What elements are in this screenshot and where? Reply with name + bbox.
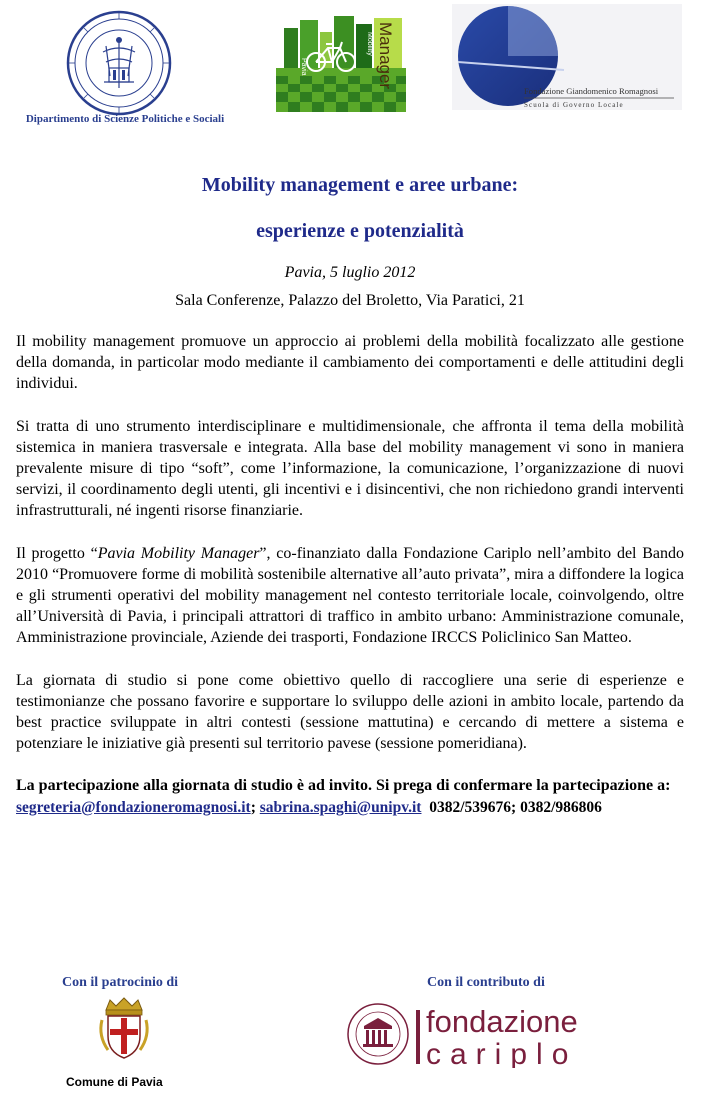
patronage-label: Con il patrocinio di	[62, 975, 179, 990]
paragraph-project: Il progetto “Pavia Mobility Manager”, co-finanziato dalla Fondazione Cariplo nell’ambito del Bando 2010 “Promuovere forme di mobilità sostenibile alternative all’auto privata”, mira a diffondere la logica e gli strumenti operativi del mobility management nel contesto territoriale locale, coinvolgendo, oltre all’Università di Pavia, i principali attrattori di traffico in ambito urbano: Amministrazione comunale, Amministrazione provinciale, Aziende dei trasporti, Fondazione IRCCS Policlinico San Matteo.	[16, 544, 685, 647]
email-link-spaghi[interactable]: sabrina.spaghi@unipv.it	[259, 798, 422, 816]
department-label: Dipartimento di Scienze Politiche e Sociali	[25, 113, 225, 125]
email-link-segreteria[interactable]: segreteria@fondazioneromagnosi.it	[16, 798, 251, 816]
svg-text:Manager: Manager	[376, 22, 395, 90]
paragraph-intro: Il mobility management promuove un approccio ai problemi della mobilità focalizzato alle gestione della domanda, in particolar modo mediante il cambiamento dei comportamenti e delle attitudini degli individui.	[16, 333, 684, 393]
event-venue: Sala Conferenze, Palazzo del Broletto, Via Paratici, 21	[175, 292, 525, 309]
svg-text:Fondazione Giandomenico Romagn: Fondazione Giandomenico Romagnosi	[524, 86, 659, 96]
fondazione-cariplo-logo	[346, 1000, 626, 1068]
pavia-mobility-manager-logo	[276, 14, 406, 112]
paragraph-objective: La giornata di studio si pone come obiettivo quello di raccogliere una serie di esperienze e testimonianze che possano favorire e supportare lo sviluppo delle azioni in ambito locale, partendo da best practice sviluppate in altri contesti (sessione mattutina) e cercando di mettere a sistema e potenziare le iniziative già presenti sul territorio pavese (sessione pomeridiana).	[16, 671, 684, 753]
event-subtitle: esperienze e potenzialità	[256, 220, 464, 242]
university-seal-logo	[66, 10, 172, 116]
comune-pavia-crest-icon	[96, 996, 152, 1060]
svg-text:cariplo: cariplo	[426, 1038, 578, 1068]
invitation-note: La partecipazione alla giornata di studio è ad invito. Si prega di confermare la partecipazione a:	[16, 777, 671, 795]
phone-numbers: 0382/539676; 0382/986806	[429, 798, 602, 816]
project-name: Pavia Mobility Manager	[97, 544, 260, 562]
comune-pavia-label: Comune di Pavia	[66, 1075, 163, 1089]
svg-text:fondazione: fondazione	[426, 1004, 578, 1039]
event-title: Mobility management e aree urbane:	[201, 174, 519, 196]
svg-text:Pavia: Pavia	[300, 58, 307, 76]
contribution-label: Con il contributo di	[427, 975, 545, 990]
event-date: Pavia, 5 luglio 2012	[284, 264, 416, 281]
svg-text:Scuola di Governo Locale: Scuola di Governo Locale	[524, 101, 624, 109]
svg-text:Mobility: Mobility	[366, 32, 373, 56]
body-text	[16, 331, 684, 818]
contact-line: segreteria@fondazioneromagnosi.it; sabrina.spaghi@unipv.it 0382/539676; 0382/986806	[16, 798, 602, 816]
fondazione-romagnosi-logo	[452, 4, 682, 110]
paragraph-description: Si tratta di uno strumento interdisciplinare e multidimensionale, che affronta il tema della mobilità sistemica in maniera trasversale e integrata. Alla base del mobility management vi sono in maniera prevalente misure di tipo “soft”, come l’informazione, la comunicazione, l’organizzazione di nuovi servizi, il coordinamento degli utenti, gli incentivi e i disincentivi, che non richiedono grandi interventi infrastrutturali, né ingenti risorse finanziarie.	[16, 417, 684, 520]
